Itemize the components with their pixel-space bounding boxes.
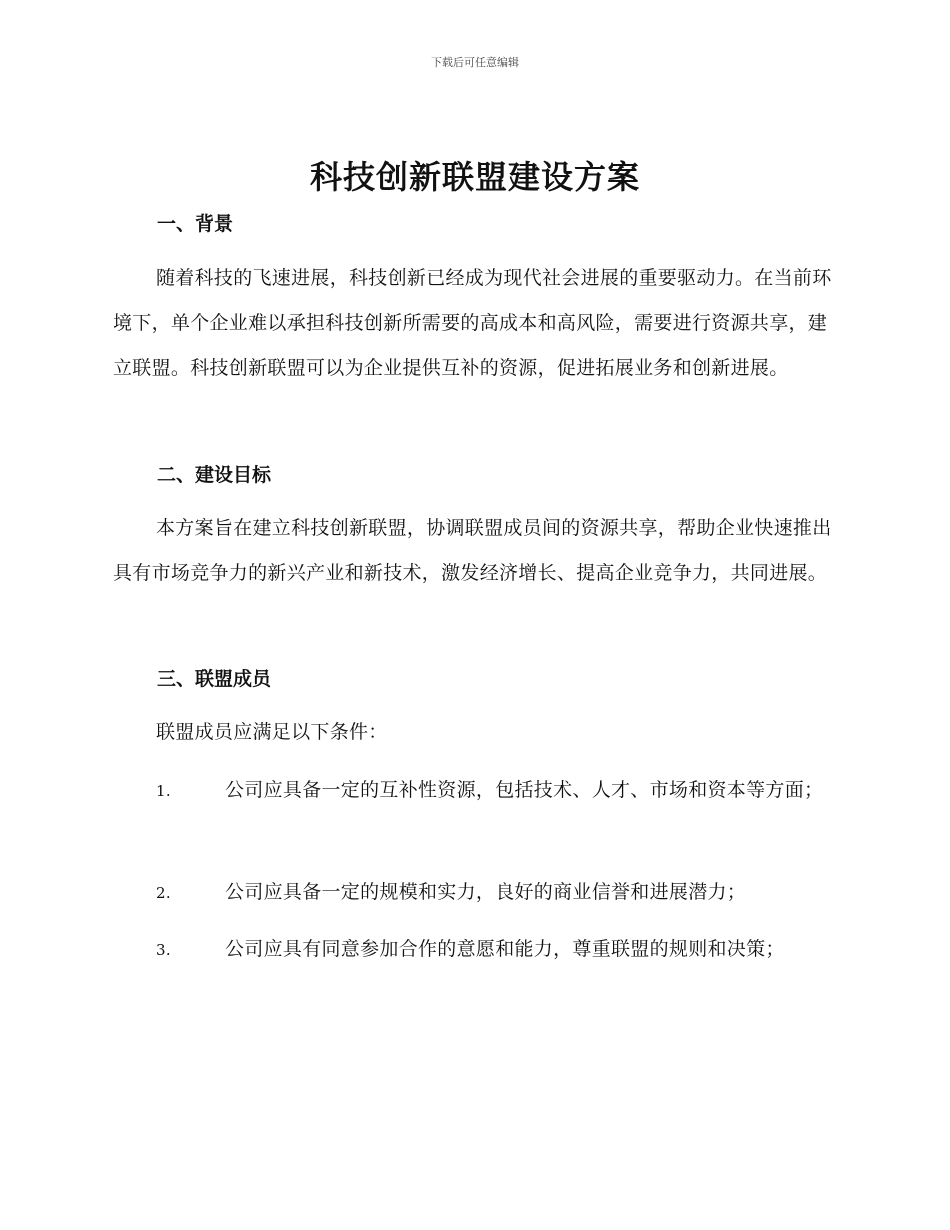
section-heading-goals: 二、建设目标 (157, 464, 272, 486)
section-heading-members: 三、联盟成员 (157, 668, 272, 690)
list-item (113, 870, 835, 916)
section-paragraph-members: 联盟成员应满足以下条件： (156, 721, 388, 743)
list-item-number: 2. (156, 884, 171, 902)
list-item (113, 768, 835, 814)
list-item-number: 1. (156, 782, 171, 800)
list-item-text: 公司应具有同意参加合作的意愿和能力，尊重联盟的规则和决策； (225, 938, 785, 960)
list-item-number: 3. (156, 941, 171, 959)
document-title: 科技创新联盟建设方案 (309, 158, 640, 196)
list-item-text: 公司应具备一定的规模和实力，良好的商业信誉和进展潜力； (225, 881, 747, 903)
header-note: 下载后可任意编辑 (431, 56, 519, 69)
list-item-text: 公司应具备一定的互补性资源，包括技术、人才、市场和资本等方面； (225, 779, 824, 801)
section-paragraph-goals: 本方案旨在建立科技创新联盟，协调联盟成员间的资源共享，帮助企业快速推出具有市场竞争力的新兴产业和新技术，激发经济增长、提高企业竞争力，共同进展。 (113, 517, 832, 584)
section-paragraph-background: 随着科技的飞速进展，科技创新已经成为现代社会进展的重要驱动力。在当前环境下，单个企业难以承担科技创新所需要的高成本和高风险，需要进行资源共享，建立联盟。科技创新联盟可以为企业提供互补的资源，促进拓展业务和创新进展。 (113, 267, 832, 379)
section-heading-background: 一、背景 (157, 213, 234, 235)
list-item (113, 927, 835, 973)
